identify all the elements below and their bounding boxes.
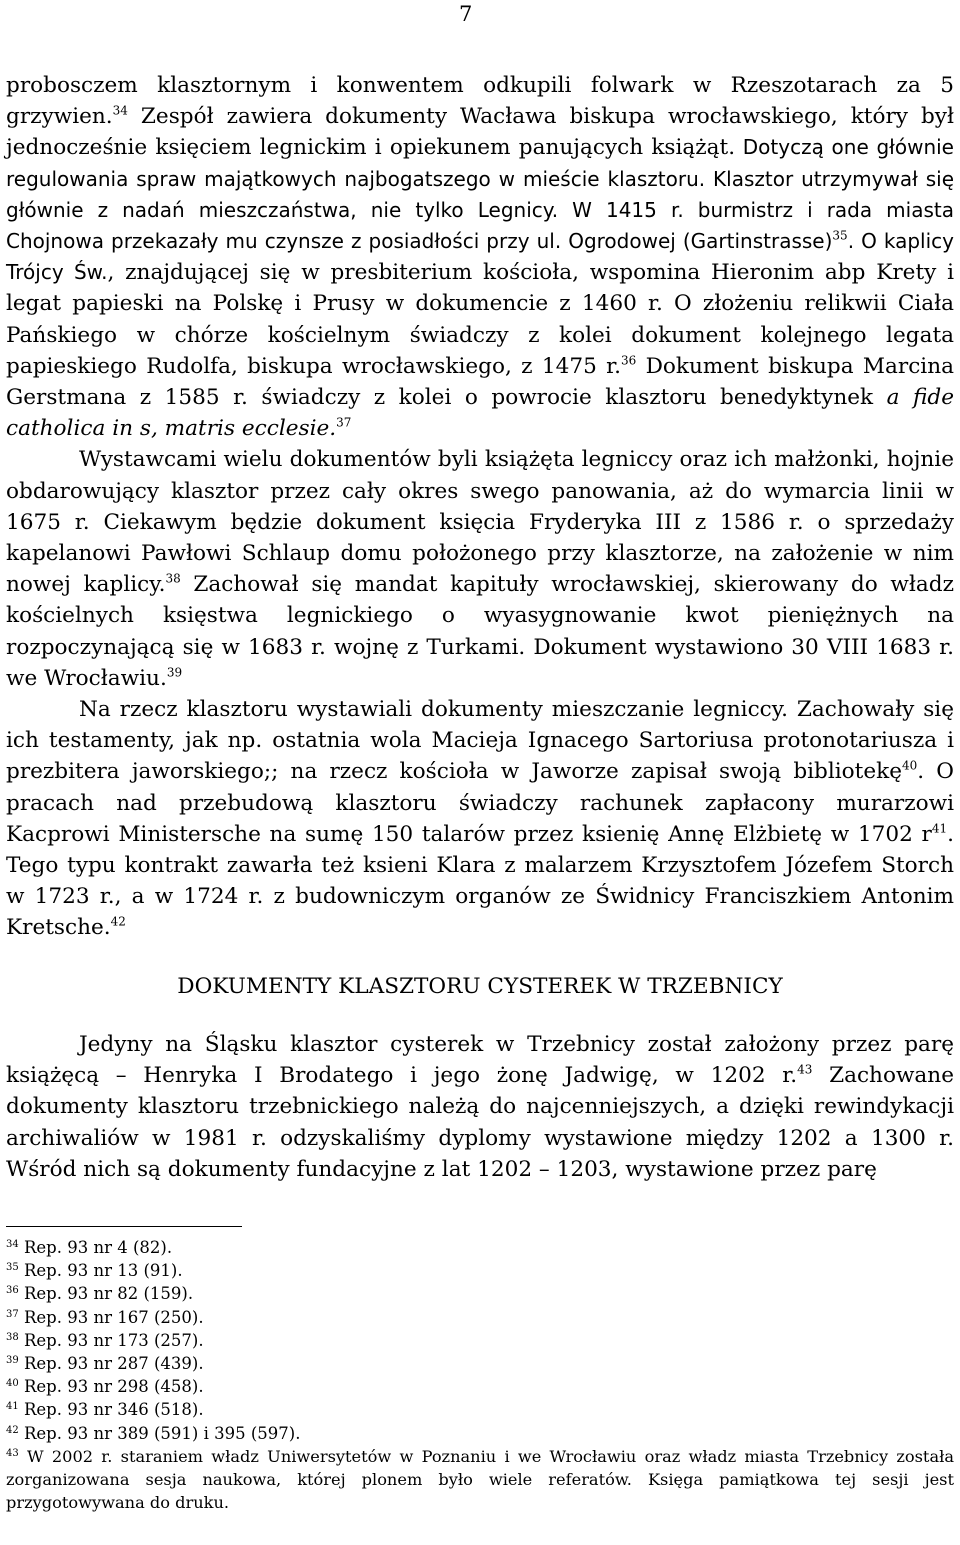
- text-run: Dotyczą one głównie regulowania spraw majątkowych najbogatszego w mieście klasztoru. Klasztor utrzymywał się głównie z nadań mieszczaństwa, nie tylko Legnicy. W 1415 r. burmistrz i rada miasta Chojnowa przekazały mu czynsze z posiadłości przy ul. Ogrodowej (Gartinstrasse): [6, 135, 954, 254]
- footnote: [6, 1236, 954, 1259]
- footnote: [6, 1329, 954, 1352]
- paragraph-4: [6, 1029, 954, 1185]
- footnote-number: 41: [6, 1401, 19, 1413]
- footnote-text: Rep. 93 nr 82 (159).: [18, 1284, 194, 1304]
- text-run: . Tego typu kontrakt zawarła też ksieni Klara z malarzem Krzysztofem Józefem Storch w 1723 r., a w 1724 r. z budowniczym organów ze Świdnicy Franciszkiem Antonim Kretsche.: [6, 821, 954, 941]
- footnote: [6, 1306, 954, 1329]
- footnote-number: 34: [6, 1239, 19, 1250]
- footnote: [6, 1445, 954, 1515]
- text-run: . O kaplicy Trójcy Św.: [6, 229, 954, 285]
- footnote: [6, 1352, 954, 1375]
- text-run: Zachował się mandat kapituły wrocławskiej, skierowany do władz kościelnych księstwa legnickiego o wyasygnowanie kwot pieniężnych na rozpoczynającą się w 1683 r. wojnę z Turkami. Dokument wystawiono 30 VIII 1683 r. we Wrocławiu.: [6, 572, 954, 691]
- footnote-ref: 34: [112, 103, 128, 118]
- footnote-number: 37: [6, 1308, 19, 1320]
- footnote-text: Rep. 93 nr 13 (91).: [18, 1261, 183, 1281]
- footnote-number: 42: [6, 1424, 19, 1436]
- paragraph-3: [6, 694, 954, 944]
- footnote-number: 39: [6, 1355, 19, 1367]
- footnote-ref: 43: [797, 1062, 813, 1077]
- footnote-ref: 39: [166, 665, 183, 680]
- footnote-number: 40: [6, 1378, 19, 1390]
- page-number: 7: [459, 2, 473, 26]
- footnote-ref: 35: [832, 228, 848, 243]
- footnote: [6, 1422, 954, 1445]
- footnote: [6, 1398, 954, 1421]
- footnote-number: 38: [6, 1331, 19, 1343]
- text-run: probosczem klasztornym i konwentem odkupili folwark w Rzeszotarach za 5 grzywien.: [6, 73, 954, 130]
- footnote-text: W 2002 r. staraniem władz Uniwersytetów w Poznaniu i we Wrocławiu oraz władz miasta Trzebnicy została zorganizowana sesja naukowa, której plonem było wiele referatów. Księga pamiątkowa tej sesji jest przygotowywana do druku.: [6, 1446, 954, 1513]
- footnote-number: 35: [6, 1262, 19, 1274]
- footnote-separator: [6, 1226, 242, 1227]
- footnote-ref: 38: [165, 571, 181, 586]
- footnote: [6, 1282, 954, 1305]
- text-run: Zachowane dokumenty klasztoru trzebnickiego należą do najcenniejszych, a dzięki rewindykacji archiwaliów w 1981 r. odzyskaliśmy dyplomy wystawione między 1202 a 1300 r. Wśród nich są dokumenty fundacyjne z lat 1202 – 1203, wystawione przez parę: [6, 1063, 954, 1182]
- footnote-text: Rep. 93 nr 389 (591) i 395 (597).: [18, 1423, 301, 1443]
- text-run: Dokument biskupa Marcina Gerstmana z 1585 r. świadczy z kolei o powrocie klasztoru benedyktynek: [6, 353, 954, 411]
- footnote: [6, 1259, 954, 1282]
- text-run: , znajdującej się w presbiterium kościoła, wspomina Hieronim abp Krety i legat papieski na Polskę i Prusy w dokumencie z 1460 r. O złożeniu relikwii Ciała Pańskiego w chórze kościelnym świadczy z kolei dokument kolejnego legata papieskiego Rudolfa, biskupa wrocławskiego, z 1475 r.: [6, 260, 954, 379]
- footnote-text: Rep. 93 nr 298 (458).: [18, 1377, 204, 1397]
- text-run: Na rzecz klasztoru wystawiali dokumenty mieszczanie legniccy. Zachowały się ich testamenty, jak np. ostatnia wola Macieja Ignacego Sartoriusa protonotariusza i prezbitera jaworskiego;; na rzecz kościoła w Jaworze zapisał swoją bibliotekę: [6, 697, 954, 785]
- footnote: [6, 1375, 954, 1398]
- text-run: Jedyny na Śląsku klasztor cysterek w Trzebnicy został założony przez parę książęcą – Henryka I Brodatego i jego żonę Jadwigę, w 1202 r.: [6, 1031, 954, 1089]
- footnote-ref: 37: [336, 415, 352, 430]
- text-run: Wystawcami wielu dokumentów byli książęta legniccy oraz ich małżonki, hojnie obdarowujący klasztor przez cały okres swego panowania, aż do wymarcia linii w 1675 r. Ciekawym będzie dokument księcia Fryderyka III z 1586 r. o sprzedaży kapelanowi Pawłowi Schlaup domu położonego przy klasztorze, na założenie w nim nowej kaplicy.: [6, 447, 954, 598]
- footnote-ref: 36: [620, 353, 637, 368]
- footnote-text: Rep. 93 nr 4 (82).: [18, 1238, 173, 1257]
- paragraph-2: [6, 444, 954, 694]
- footnote-ref: 42: [110, 915, 126, 930]
- paragraph-1: [6, 70, 954, 444]
- footnote-ref: 40: [902, 759, 918, 774]
- body-text: [6, 70, 954, 1185]
- footnote-number: 43: [6, 1447, 19, 1459]
- footnote-text: Rep. 93 nr 346 (518).: [18, 1400, 204, 1420]
- section-heading: DOKUMENTY KLASZTORU CYSTEREK W TRZEBNICY: [177, 973, 783, 999]
- text-run: Zespół zawiera dokumenty Wacława biskupa wrocławskiego, który był jednocześnie księciem legnickim i opiekunem panujących książąt.: [6, 104, 954, 161]
- footnote-number: 36: [6, 1285, 19, 1297]
- footnote-text: Rep. 93 nr 173 (257).: [18, 1330, 204, 1350]
- footnote-ref: 41: [931, 821, 948, 836]
- latin-quote: a fide catholica in s, matris ecclesie.: [6, 385, 955, 442]
- footnote-text: Rep. 93 nr 287 (439).: [18, 1354, 204, 1374]
- text-run: . O pracach nad przebudową klasztoru świadczy rachunek zapłacony murarzowi Kacprowi Ministersche na sumę 150 talarów przez ksienię Annę Elżbietę w 1702 r: [6, 759, 954, 847]
- footnote-text: Rep. 93 nr 167 (250).: [18, 1307, 204, 1327]
- footnotes: [6, 1236, 954, 1514]
